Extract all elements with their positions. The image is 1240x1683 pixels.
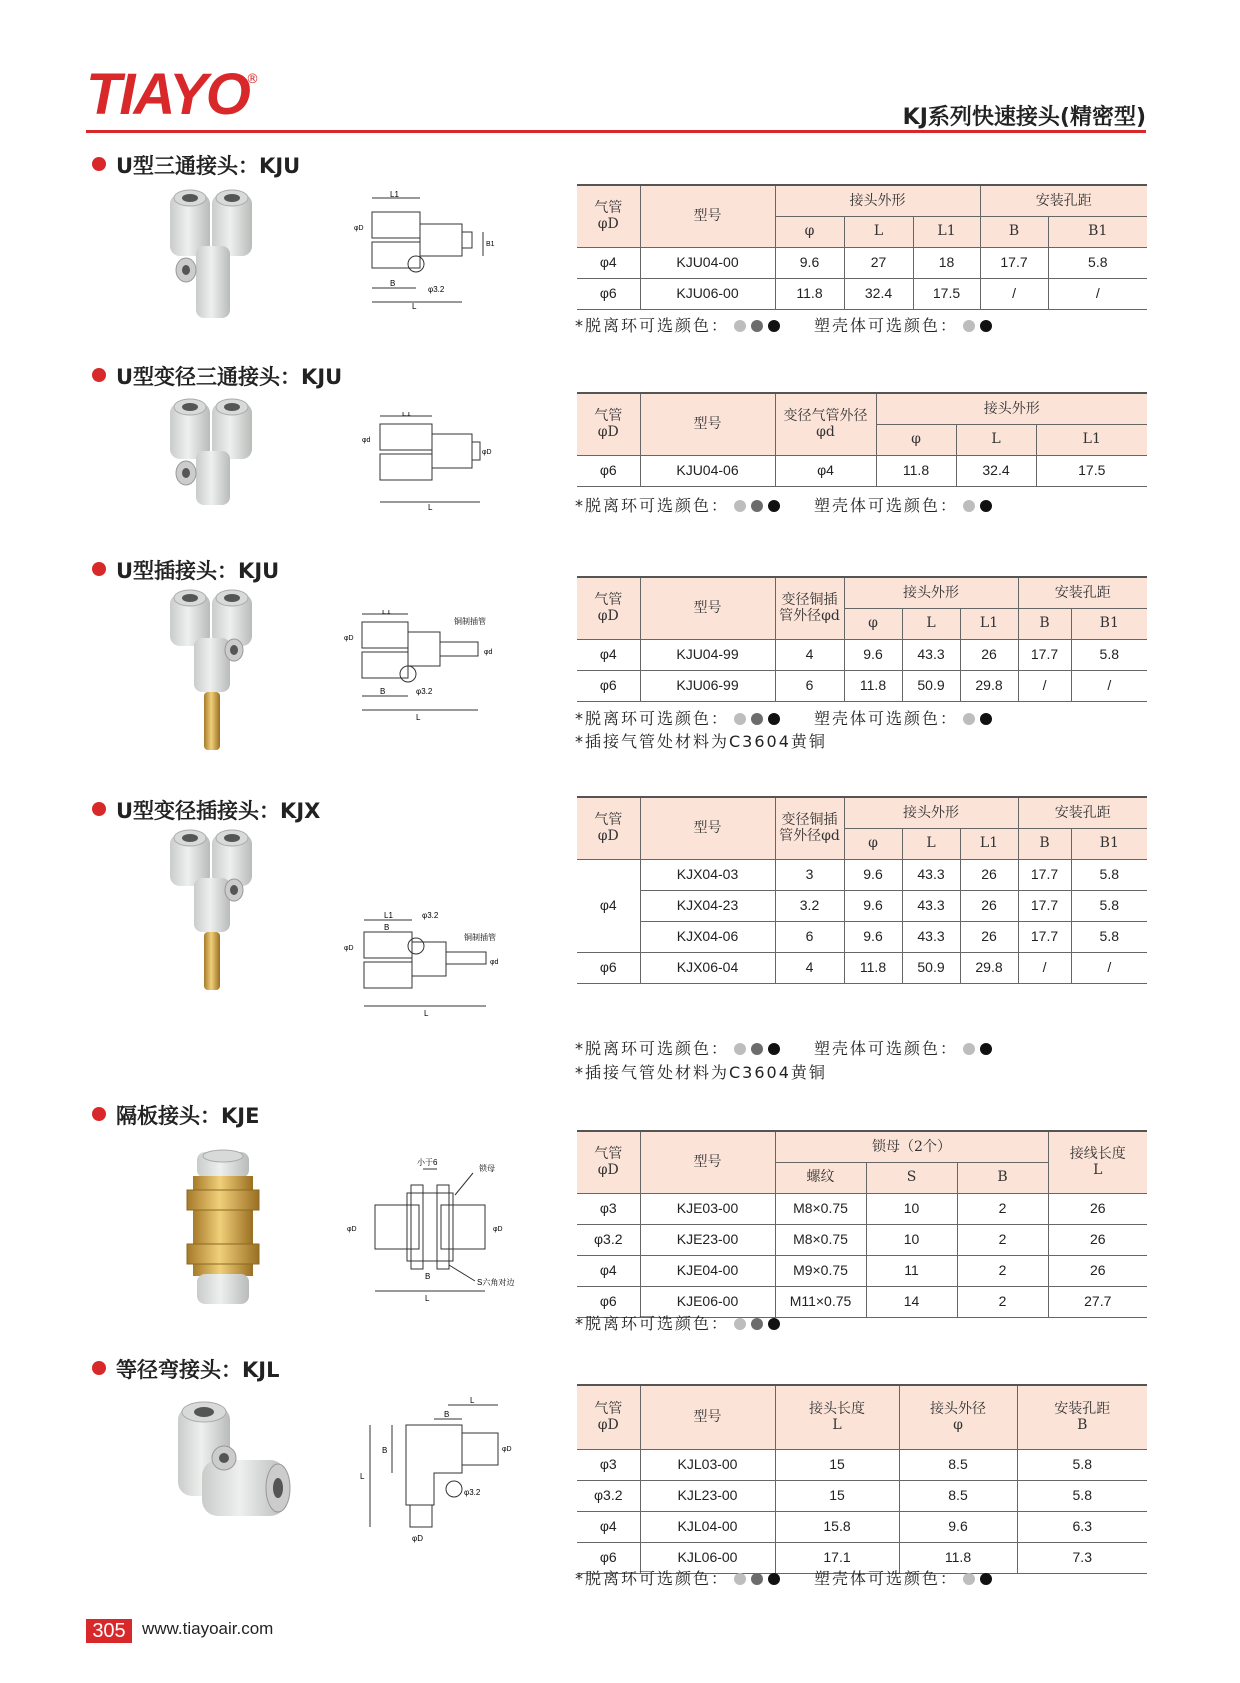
kju-union-y-photo — [168, 186, 258, 322]
table-row: φ4 KJU04-00 9.6 27 18 17.7 5.8 — [577, 247, 1147, 278]
kju-reducing-table: 气管 φD 型号 变径气管外径 φd 接头外形 φ L L1 φ6 KJU04-06 φ4 11.8 32.4 17.5 — [577, 392, 1147, 487]
kju-plug-in-table: 气管 φD 型号 变径铜插 管外径φd 接头外形 安装孔距 φ L L1 B B1 φ4 KJU04-99 4 9.6 43.3 26 17.7 5.8 φ6 KJU06-99 6 11.8 50.9 29.8 / / — [577, 576, 1147, 702]
swatch-black-icon — [980, 500, 992, 512]
page-title: KJ系列快速接头(精密型) — [902, 105, 1146, 130]
swatch-light-gray-icon — [963, 713, 975, 725]
swatch-dark-gray-icon — [751, 500, 763, 512]
color-options-note: *脱离环可选颜色： 塑壳体可选颜色： — [575, 706, 992, 729]
swatch-light-gray-icon — [734, 320, 746, 332]
drawing-label-l: L — [424, 1009, 429, 1018]
drawing-label-l: L — [412, 302, 417, 310]
table-row: φ6 KJE06-00 M11×0.75 14 2 27.7 — [577, 1286, 1147, 1317]
drawing-label-b1: B1 — [486, 241, 495, 248]
kjl-elbow-table: 气管 φD 型号 接头长度 L 接头外径 φ 安装孔距 B φ3 KJL03-00 15 8.5 5.8 φ3.2 KJL23-00 15 8.5 5.8 φ4 KJL04-00 15.8 9.6 6.3 φ6 KJL06-00 17.1 11.8 7.3 — [577, 1384, 1147, 1574]
registered-mark: ® — [246, 72, 259, 87]
swatch-light-gray-icon — [734, 1318, 746, 1330]
table-row: φ3 KJE03-00 M8×0.75 10 2 26 — [577, 1193, 1147, 1224]
swatch-black-icon — [980, 1043, 992, 1055]
drawing-label-l-vert: L — [360, 1472, 365, 1481]
kje-bulkhead-drawing — [345, 1155, 540, 1305]
drawing-label-phid: φD — [347, 1226, 357, 1233]
table-row: φ3 KJL03-00 15 8.5 5.8 — [577, 1449, 1147, 1480]
section-title-kje: 隔板接头：KJE — [92, 1100, 259, 1130]
kje-bulkhead-table: 气管 φD 型号 锁母（2个） 接线长度 L 螺纹 S B φ3 KJE03-00 M8×0.75 10 2 26 φ3.2 KJE23-00 M8×0.75 10 2 26 φ4 KJE04-00 M9×0.75 11 2 26 φ6 KJE06-00 M11×0.75 14 2 27.7 — [577, 1130, 1147, 1318]
drawing-label-lt6: 小于6 — [417, 1158, 438, 1167]
swatch-dark-gray-icon — [751, 1573, 763, 1585]
table-row: KJX04-23 3.2 9.6 43.3 26 17.7 5.8 — [577, 890, 1147, 921]
material-note: *插接气管处材料为C3604黄铜 — [575, 1063, 827, 1082]
kju-reducing-photo — [168, 397, 258, 507]
table-row: φ4 KJL04-00 15.8 9.6 6.3 — [577, 1511, 1147, 1542]
drawing-label-b: B — [390, 279, 396, 288]
table-row: φ4 KJE04-00 M9×0.75 11 2 26 — [577, 1255, 1147, 1286]
drawing-label-phid: φD — [354, 225, 364, 232]
swatch-black-icon — [768, 500, 780, 512]
table-row: φ6 KJX06-04 4 11.8 50.9 29.8 / / — [577, 952, 1147, 983]
swatch-black-icon — [980, 713, 992, 725]
swatch-dark-gray-icon — [751, 713, 763, 725]
color-options-note: *脱离环可选颜色： 塑壳体可选颜色： — [575, 1036, 992, 1059]
website-url: www.tiayoair.com — [142, 1619, 274, 1638]
drawing-label-l1: L1 — [382, 610, 391, 616]
swatch-light-gray-icon — [963, 1573, 975, 1585]
kje-bulkhead-photo — [183, 1148, 263, 1308]
kju-plug-in-photo — [168, 588, 258, 758]
table-row: φ3.2 KJL23-00 15 8.5 5.8 — [577, 1480, 1147, 1511]
drawing-label-b: B — [425, 1272, 431, 1281]
section-title-kju-plug-in: U型插接头：KJU — [92, 555, 279, 585]
swatch-black-icon — [768, 1573, 780, 1585]
table-row: φ3.2 KJE23-00 M8×0.75 10 2 26 — [577, 1224, 1147, 1255]
bullet-icon — [92, 1361, 106, 1375]
swatch-dark-gray-icon — [751, 1318, 763, 1330]
page-number: 305 — [86, 1619, 132, 1643]
swatch-dark-gray-icon — [751, 1043, 763, 1055]
table-row: φ4 KJU04-99 4 9.6 43.3 26 17.7 5.8 — [577, 639, 1147, 670]
kju-union-y-table: 气管 φD 型号 接头外形 安装孔距 φ L L1 B B1 φ4 KJU04-00 9.6 27 18 17.7 5.8 φ6 KJU06-00 11.8 32.4 17.5 / / — [577, 184, 1147, 310]
table-row: φ4 KJX04-03 3 9.6 43.3 26 17.7 5.8 — [577, 859, 1147, 890]
drawing-label-phid-right: φD — [502, 1446, 512, 1453]
drawing-label-b-vert: B — [382, 1446, 388, 1455]
kjl-elbow-drawing — [356, 1395, 526, 1545]
drawing-label-phi32: φ3.2 — [422, 911, 439, 920]
drawing-label-phid-small: φd — [490, 959, 499, 966]
swatch-black-icon — [980, 1573, 992, 1585]
table-row: φ6 KJU06-00 11.8 32.4 17.5 / / — [577, 278, 1147, 309]
drawing-label-copper-tube: 铜制插管 — [454, 617, 486, 626]
swatch-black-icon — [768, 1043, 780, 1055]
bullet-icon — [92, 368, 106, 382]
swatch-light-gray-icon — [963, 1043, 975, 1055]
table-row: φ6 KJU06-99 6 11.8 50.9 29.8 / / — [577, 670, 1147, 701]
drawing-label-phid-right: φD — [493, 1226, 503, 1233]
bullet-icon — [92, 1107, 106, 1121]
drawing-label-phid: φd — [362, 437, 371, 444]
section-title-kju-union-y: U型三通接头：KJU — [92, 150, 300, 180]
drawing-label-phid: φD — [344, 945, 354, 952]
drawing-label-phid: φD — [412, 1534, 423, 1543]
header-divider — [86, 130, 1146, 133]
swatch-black-icon — [768, 1318, 780, 1330]
swatch-dark-gray-icon — [751, 320, 763, 332]
drawing-label-l1: L1 — [384, 911, 393, 920]
drawing-label-b: B — [384, 923, 390, 932]
swatch-black-icon — [768, 713, 780, 725]
kju-plug-in-drawing — [340, 610, 505, 725]
material-note: *插接气管处材料为C3604黄铜 — [575, 732, 827, 751]
drawing-label-phi32: φ3.2 — [464, 1488, 481, 1497]
drawing-label-l: L — [425, 1294, 430, 1303]
swatch-light-gray-icon — [734, 1573, 746, 1585]
swatch-black-icon — [980, 320, 992, 332]
kju-union-y-drawing — [350, 190, 495, 310]
table-row: φ6 KJL06-00 17.1 11.8 7.3 — [577, 1542, 1147, 1573]
drawing-label-copper-tube: 铜制插管 — [464, 933, 496, 942]
swatch-light-gray-icon — [963, 320, 975, 332]
bullet-icon — [92, 802, 106, 816]
drawing-label-lock-nut: 锁母 — [479, 1164, 495, 1173]
kjx-photo — [168, 828, 258, 998]
kju-reducing-drawing — [360, 412, 495, 512]
section-title-kju-reducing: U型变径三通接头：KJU — [92, 361, 342, 391]
drawing-label-phid-main: φD — [482, 449, 492, 456]
kjx-table: 气管 φD 型号 变径铜插 管外径φd 接头外形 安装孔距 φ L L1 B B1 φ4 KJX04-03 3 9.6 43.3 26 17.7 5.8 KJX04-23 3.2 9.6 43.3 26 17.7 5.8 KJX04-06 6 9.6 43.3 26 17.7 5.8 φ6 KJX06-04 4 11.8 50.9 29.8 / / — [577, 796, 1147, 984]
table-row: φ6 KJU04-06 φ4 11.8 32.4 17.5 — [577, 455, 1147, 486]
drawing-label-phid: φD — [344, 635, 354, 642]
drawing-label-l1: L1 — [390, 190, 399, 199]
drawing-label-l1: L1 — [402, 412, 411, 418]
bullet-icon — [92, 157, 106, 171]
bullet-icon — [92, 562, 106, 576]
color-options-note: *脱离环可选颜色： 塑壳体可选颜色： — [575, 313, 992, 336]
color-options-note: *脱离环可选颜色： 塑壳体可选颜色： — [575, 493, 992, 516]
drawing-label-b: B — [380, 687, 386, 696]
drawing-label-l: L — [470, 1396, 475, 1405]
color-options-note: *脱离环可选颜色： — [575, 1311, 780, 1334]
section-title-kjl: 等径弯接头：KJL — [92, 1354, 279, 1384]
drawing-label-l: L — [428, 503, 433, 512]
table-row: KJX04-06 6 9.6 43.3 26 17.7 5.8 — [577, 921, 1147, 952]
drawing-label-hex: S六角对边 — [477, 1278, 515, 1287]
kjx-drawing — [340, 910, 515, 1020]
drawing-label-phi32: φ3.2 — [416, 687, 433, 696]
swatch-light-gray-icon — [963, 500, 975, 512]
drawing-label-phi32: φ3.2 — [428, 285, 445, 294]
swatch-black-icon — [768, 320, 780, 332]
drawing-label-b: B — [444, 1410, 450, 1419]
swatch-light-gray-icon — [734, 500, 746, 512]
drawing-label-phid-small: φd — [484, 649, 493, 656]
section-title-kjx: U型变径插接头：KJX — [92, 795, 320, 825]
drawing-label-l: L — [416, 713, 421, 722]
color-options-note: *脱离环可选颜色： 塑壳体可选颜色： — [575, 1566, 992, 1589]
swatch-light-gray-icon — [734, 1043, 746, 1055]
kjl-elbow-photo — [172, 1400, 292, 1535]
swatch-light-gray-icon — [734, 713, 746, 725]
brand-logo: TIAYO — [86, 62, 249, 127]
